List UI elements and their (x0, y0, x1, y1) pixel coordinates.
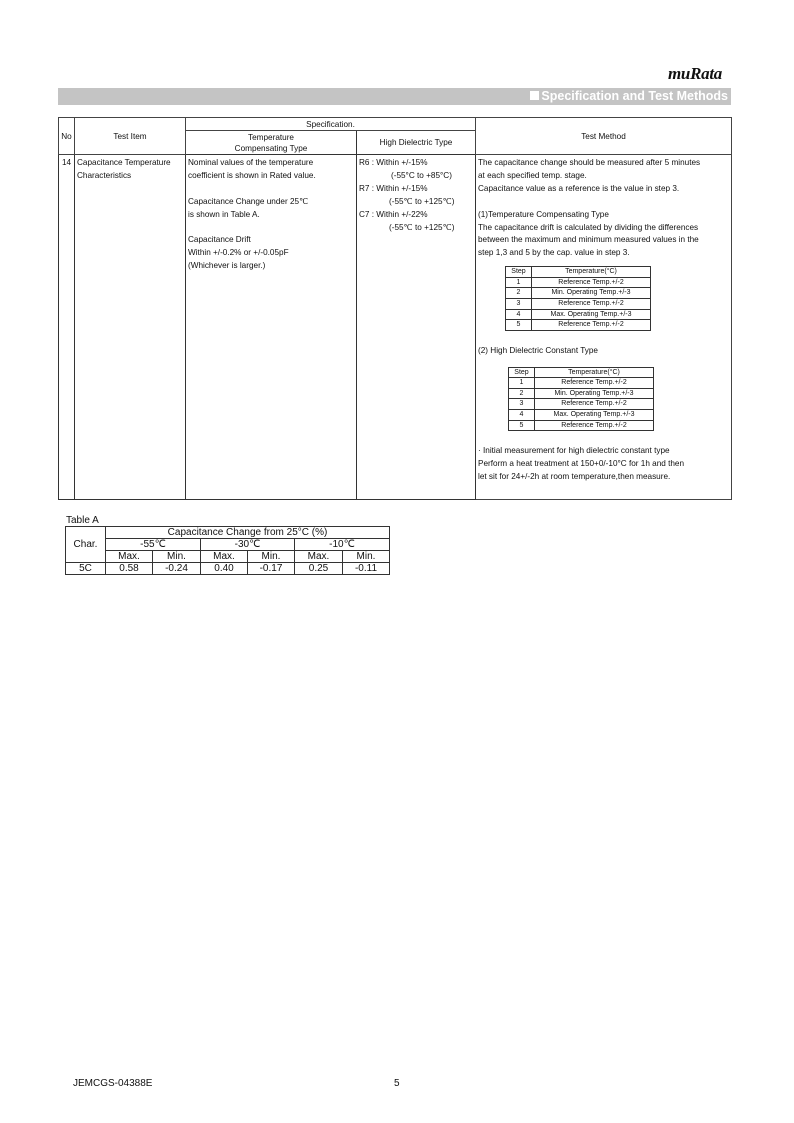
r6-range: (-55°C to +85°C) (391, 170, 452, 180)
max-header: Max. (106, 551, 153, 563)
value-cell: -0.24 (153, 563, 201, 575)
temp-header: -55℃ (106, 539, 201, 551)
max-header: Max. (295, 551, 343, 563)
step-cell: 2 (506, 288, 532, 299)
row-test-item (75, 155, 186, 500)
temperature-cell: Reference Temp.+/-2 (532, 299, 651, 310)
temperature-cell: Min. Operating Temp.+/-3 (535, 388, 654, 399)
murata-logo: muRata (668, 64, 722, 83)
temp-comp-line: Nominal values of the temperature (188, 158, 314, 167)
min-header: Min. (153, 551, 201, 563)
temp-comp-header-line2: Compensating Type (234, 143, 308, 153)
table-a-label: Table A (66, 515, 99, 526)
step-table-high-dielectric (508, 367, 654, 432)
col-header-high-dielectric: High Dielectric Type (357, 131, 476, 155)
step-cell: 2 (509, 388, 535, 399)
temperature-cell: Reference Temp.+/-2 (535, 420, 654, 431)
test-method-line: at each specified temp. stage. (478, 170, 587, 180)
test-method-line: step 1,3 and 5 by the cap. value in step 3. (478, 248, 630, 258)
min-header: Min. (343, 551, 390, 563)
test-item-line1: Capacitance Temperature (77, 158, 171, 167)
step-header: Step (509, 367, 535, 378)
step-cell: 5 (506, 320, 532, 331)
test-item-line2: Characteristics (77, 170, 132, 180)
capacitance-change-header: Capacitance Change from 25°C (%) (106, 527, 390, 539)
step-cell: 1 (509, 378, 535, 389)
table-row (59, 155, 732, 500)
initial-measurement-note: · Initial measurement for high dielectric constant type (478, 446, 670, 456)
value-cell: -0.17 (248, 563, 295, 575)
char-cell: 5C (66, 563, 106, 575)
spec-test-methods-table (58, 117, 732, 500)
spacer (188, 222, 354, 235)
temperature-header: Temperature(°C) (535, 367, 654, 378)
temperature-cell: Reference Temp.+/-2 (532, 320, 651, 331)
test-method-line: Perform a heat treatment at 150+0/-10°C for 1h and then (478, 459, 685, 469)
step-cell: 3 (506, 299, 532, 310)
temp-comp-line: is shown in Table A. (188, 209, 260, 219)
c7-range: (-55℃ to +125℃) (389, 222, 455, 232)
section1-title: (1)Temperature Compensating Type (478, 209, 609, 219)
square-bullet-icon (530, 91, 539, 100)
temperature-cell: Max. Operating Temp.+/-3 (532, 309, 651, 320)
col-header-test-item: Test Item (75, 118, 186, 155)
step-cell: 5 (509, 420, 535, 431)
char-header: Char. (66, 527, 106, 563)
table-row (66, 563, 390, 575)
section-title-bar (58, 88, 731, 105)
test-method-line: let sit for 24+/-2h at room temperature,then measure. (478, 472, 671, 482)
c7-spec: C7 : Within +/-22% (359, 209, 428, 219)
step-cell: 1 (506, 277, 532, 288)
col-header-temp-comp (186, 131, 357, 155)
col-header-test-method: Test Method (476, 118, 732, 155)
temp-header: -30℃ (201, 539, 295, 551)
max-header: Max. (201, 551, 248, 563)
temp-comp-line: coefficient is shown in Rated value. (188, 170, 316, 180)
r7-spec: R7 : Within +/-15% (359, 183, 428, 193)
col-header-specification: Specification. (186, 118, 476, 131)
test-method-line: The capacitance drift is calculated by dividing the differences (478, 222, 699, 232)
row-no: 14 (59, 155, 75, 500)
row-high-dielectric-spec (357, 155, 476, 500)
temperature-cell: Reference Temp.+/-2 (535, 399, 654, 410)
temperature-header: Temperature(°C) (532, 267, 651, 278)
col-header-no: No (59, 118, 75, 155)
temperature-cell: Reference Temp.+/-2 (532, 277, 651, 288)
value-cell: -0.11 (343, 563, 390, 575)
value-cell: 0.40 (201, 563, 248, 575)
step-cell: 4 (506, 309, 532, 320)
section-title-text: Specification and Test Methods (541, 89, 728, 103)
test-method-line: between the maximum and minimum measured values in the (478, 235, 699, 245)
value-cell: 0.25 (295, 563, 343, 575)
step-header: Step (506, 267, 532, 278)
spacer (188, 183, 354, 196)
step-cell: 3 (509, 399, 535, 410)
document-code: JEMCGS-04388E (73, 1078, 153, 1089)
section2-title: (2) High Dielectric Constant Type (478, 345, 598, 355)
test-method-line: Capacitance value as a reference is the value in step 3. (478, 183, 680, 193)
temp-comp-line: Capacitance Drift (188, 235, 251, 245)
temp-header: -10℃ (295, 539, 390, 551)
r7-range: (-55℃ to +125℃) (389, 196, 455, 206)
step-table-temp-comp (505, 266, 651, 331)
temp-comp-header-line1: Temperature (248, 132, 294, 142)
section-title (530, 89, 728, 103)
table-a (65, 526, 390, 575)
temperature-cell: Max. Operating Temp.+/-3 (535, 410, 654, 421)
page-number: 5 (394, 1078, 400, 1089)
test-method-line: The capacitance change should be measured after 5 minutes (478, 158, 701, 167)
r6-spec: R6 : Within +/-15% (359, 158, 428, 167)
spacer (478, 196, 729, 209)
step-cell: 4 (509, 410, 535, 421)
temperature-cell: Reference Temp.+/-2 (535, 378, 654, 389)
row-temp-comp-spec (186, 155, 357, 500)
temperature-cell: Min. Operating Temp.+/-3 (532, 288, 651, 299)
temp-comp-line: Capacitance Change under 25℃ (188, 196, 309, 206)
row-test-method (476, 155, 732, 500)
min-header: Min. (248, 551, 295, 563)
value-cell: 0.58 (106, 563, 153, 575)
temp-comp-line: Within +/-0.2% or +/-0.05pF (188, 248, 289, 258)
temp-comp-line: (Whichever is larger.) (188, 261, 266, 271)
